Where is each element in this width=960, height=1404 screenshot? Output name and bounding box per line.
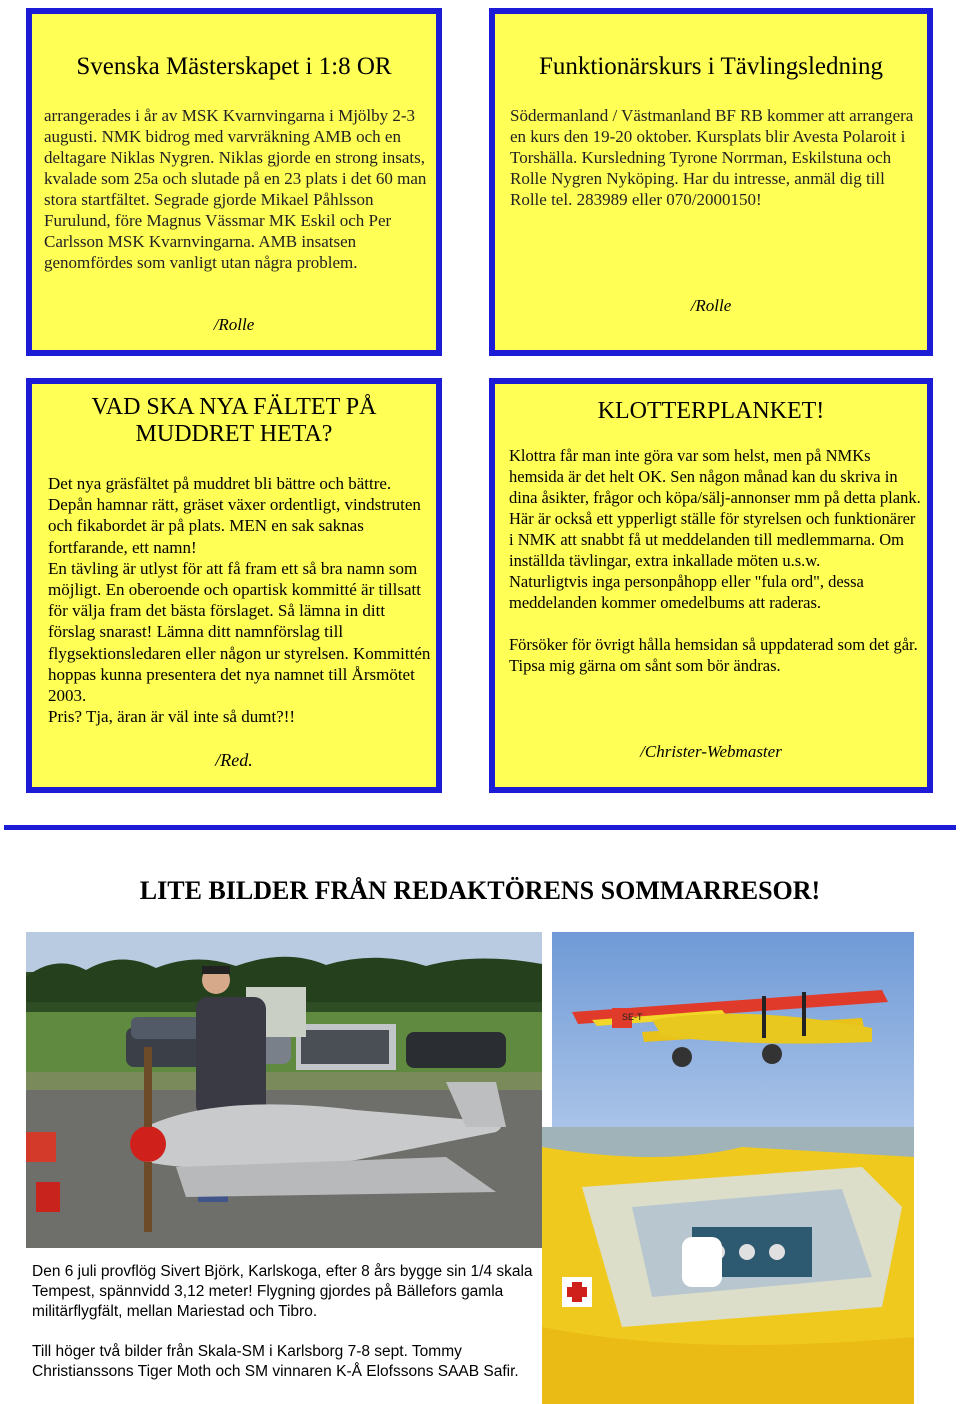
- article-field-paragraph: Pris? Tja, äran är väl inte så dumt?!!: [48, 707, 296, 727]
- section-divider: [4, 825, 956, 830]
- article-course-title: Funktionärskurs i Tävlingsledning: [539, 53, 883, 80]
- article-course-body: Södermanland / Västmanland BF RB kommer att arrangera en kurs den 19-20 oktober. Kursplats blir Avesta Polaroit i Torshälla. Kursledning Tyrone Norrman, Eskilstuna och Rolle Nygren Nyköping. Har du intresse, anmäl dig till Rolle tel. 283989 eller 070/2000150!: [510, 106, 914, 209]
- saab-safir-photo: [542, 1127, 914, 1404]
- caption-skala-sm: Till höger två bilder från Skala-SM i Karlsborg 7-8 sept. Tommy Christianssons Tiger Moth och SM vinnaren K-Å Elofssons SAAB Safir.: [32, 1343, 519, 1380]
- photo-caption: [20, 1248, 542, 1404]
- article-sm-body: arrangerades i år av MSK Kvarnvingarna i Mjölby 2-3 augusti. NMK bidrog med varvräkning AMB och en deltagare Niklas Nygren. Niklas gjorde en strong insats, kvalade som 25a och slutade på en 23 plats i det 60 man stora startfältet. Segrade gjorde Mikael Påhlsson Furulund, före Magnus Vässmar MK Eskil och Per Carlsson MSK Kvarnvingarna. AMB insatsen genomfördes som vanligt utan några problem.: [44, 106, 427, 272]
- caption-tempest: Den 6 juli provflög Sivert Björk, Karlskoga, efter 8 års bygge sin 1/4 skala Tempest, spännvidd 3,12 meter! Flygning gjordes på Bällefors gamla militärflygfält, mellan Mariestad och Tibro.: [32, 1263, 533, 1320]
- article-board-paragraph: Här är också ett ypperligt ställe för styrelsen och funktionärer i NMK att snabbt få ut meddelanden till medlemmarna. Om inställda tävlingar, extra inkallade möten u.s.w.: [509, 509, 916, 570]
- biplane-tail-text: SE-T: [622, 1012, 643, 1022]
- article-board-title: KLOTTERPLANKET!: [597, 398, 825, 424]
- article-field-title: VAD SKA NYA FÄLTET PÅ MUDDRET HETA?: [91, 394, 377, 447]
- photos-heading: LITE BILDER FRÅN REDAKTÖRENS SOMMARRESOR!: [139, 876, 821, 905]
- article-field-paragraph: Det nya gräsfältet på muddret bli bättre och bättre.: [48, 474, 392, 493]
- article-board-paragraph: Naturligtvis inga personpåhopp eller "fula ord", dessa meddelanden kommer omedelbums att raderas.: [509, 572, 864, 612]
- article-board-paragraph: Klottra får man inte göra var som helst, men på NMKs hemsida är det helt OK. Sen någon månad kan du skriva in dina åsikter, frågor och köpa/sälj-annonser mm på detta plank.: [509, 446, 921, 507]
- article-course-signature: /Rolle: [690, 296, 732, 315]
- article-field-paragraph: Depån hamnar rätt, gräset växer ordentligt, vindstruten och fikabordet är på plats. MEN en sak saknas fortfarande, ett namn!: [48, 495, 421, 557]
- article-board-paragraph: Försöker för övrigt hålla hemsidan så uppdaterad som det går. Tipsa mig gärna om sånt som bör ändras.: [509, 635, 918, 675]
- article-sm-signature: /Rolle: [213, 315, 255, 334]
- article-field-body: [48, 473, 433, 727]
- article-course-box: [489, 8, 933, 356]
- tiger-moth-photo: [552, 932, 914, 1127]
- article-board-body: [509, 445, 924, 676]
- tempest-photo: [26, 932, 542, 1248]
- article-field-paragraph: En tävling är utlyst för att få fram ett så bra namn som möjligt. En oberoende och opartisk kommitté är tillsatt för välja fram det bästa förslaget. Så lämna in ditt förslag snarast! Lämna ditt namnförslag till flygsektionsledaren eller någon ur styrelsen. Kommittén hoppas kunna presentera det nya namnet till Årsmötet 2003.: [48, 558, 431, 706]
- article-board-box: [489, 378, 933, 793]
- article-field-signature: /Red.: [215, 750, 253, 770]
- article-board-signature: /Christer-Webmaster: [640, 742, 782, 761]
- article-sm-box: [26, 8, 442, 356]
- article-sm-title: Svenska Mästerskapet i 1:8 OR: [76, 53, 392, 80]
- article-field-box: [26, 378, 442, 793]
